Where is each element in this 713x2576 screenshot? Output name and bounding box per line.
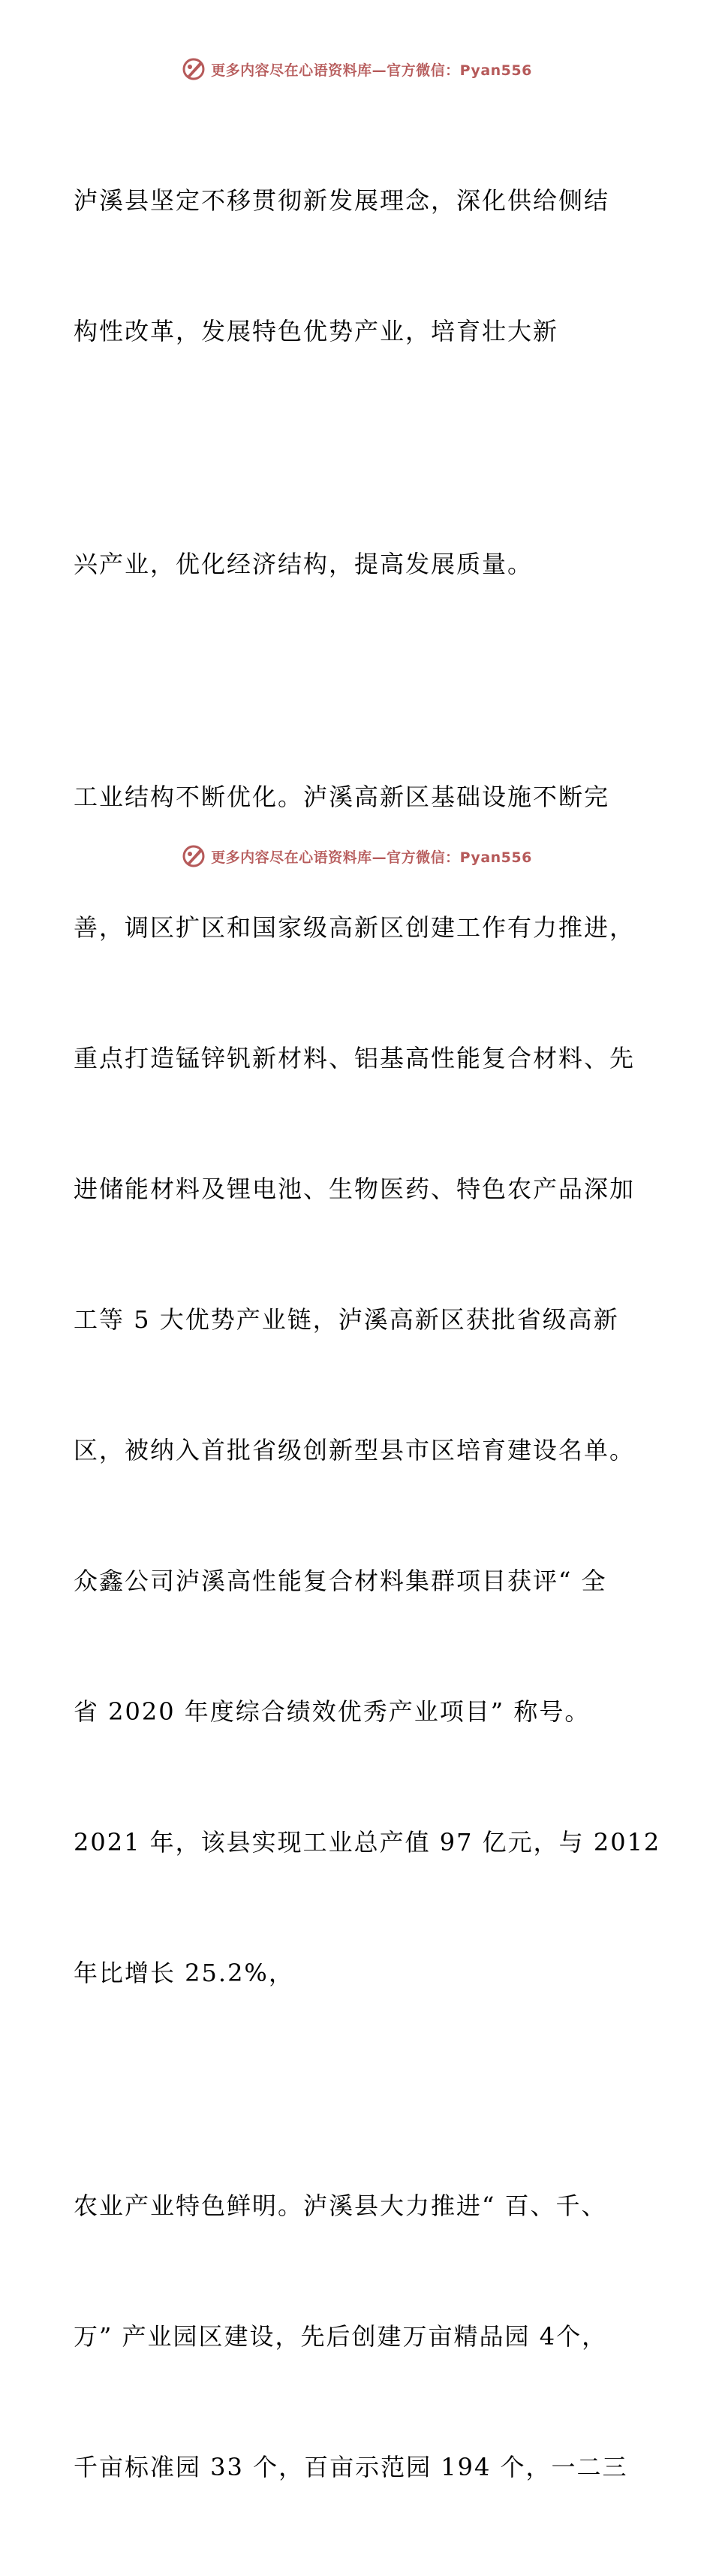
paragraph (74, 2097, 644, 2576)
text-line: 年比增长 25.2%， (74, 1959, 294, 1987)
footer-watermark (0, 841, 713, 871)
text-line: 兴产业，优化经济结构，提高发展质量。 (74, 550, 534, 578)
text-line: 工等 5 大优势产业链，泸溪高新区获批省级高新 (74, 1305, 619, 1334)
text-line: 重点打造锰锌钒新材料、铝基高性能复合材料、先 (74, 1044, 636, 1072)
text-line: 工业结构不断优化。泸溪高新区基础设施不断完 (74, 783, 610, 811)
text-line: 万” 产业园区建设，先后创建万亩精品园 4个， (74, 2322, 608, 2351)
header-watermark (0, 54, 713, 84)
text-line: 善，调区扩区和国家级高新区创建工作有力推进， (74, 913, 636, 942)
document-body (74, 92, 661, 2576)
paragraph (74, 455, 644, 673)
paragraph (74, 92, 644, 440)
watermark-text: 更多内容尽在心语资料库—官方微信：Pyan556 (211, 849, 532, 866)
text-line: 千亩标准园 33 个，百亩示范园 194 个，一二三 (74, 2453, 628, 2481)
text-line: 农业产业特色鲜明。泸溪县大力推进“ 百、千、 (74, 2191, 607, 2220)
text-line: 泸溪县坚定不移贯彻新发展理念，深化供给侧结 (74, 186, 610, 215)
quill-seal-icon (181, 843, 206, 869)
text-line: 众鑫公司泸溪高性能复合材料集群项目获评“ 全 (74, 1567, 607, 1595)
watermark-text: 更多内容尽在心语资料库—官方微信：Pyan556 (211, 62, 532, 79)
text-line: 省 2020 年度综合绩效优秀产业项目” 称号。 (74, 1697, 591, 1726)
quill-seal-icon (181, 56, 206, 82)
text-line: 构性改革，发展特色优势产业，培育壮大新 (74, 317, 559, 345)
text-line: 区，被纳入首批省级创新型县市区培育建设名单。 (74, 1436, 636, 1464)
paragraph (74, 688, 661, 2082)
text-line: 2021 年，该县实现工业总产值 97 亿元，与 2012 (74, 1828, 661, 1857)
text-line: 进储能材料及锂电池、生物医药、特色农产品深加 (74, 1175, 636, 1203)
